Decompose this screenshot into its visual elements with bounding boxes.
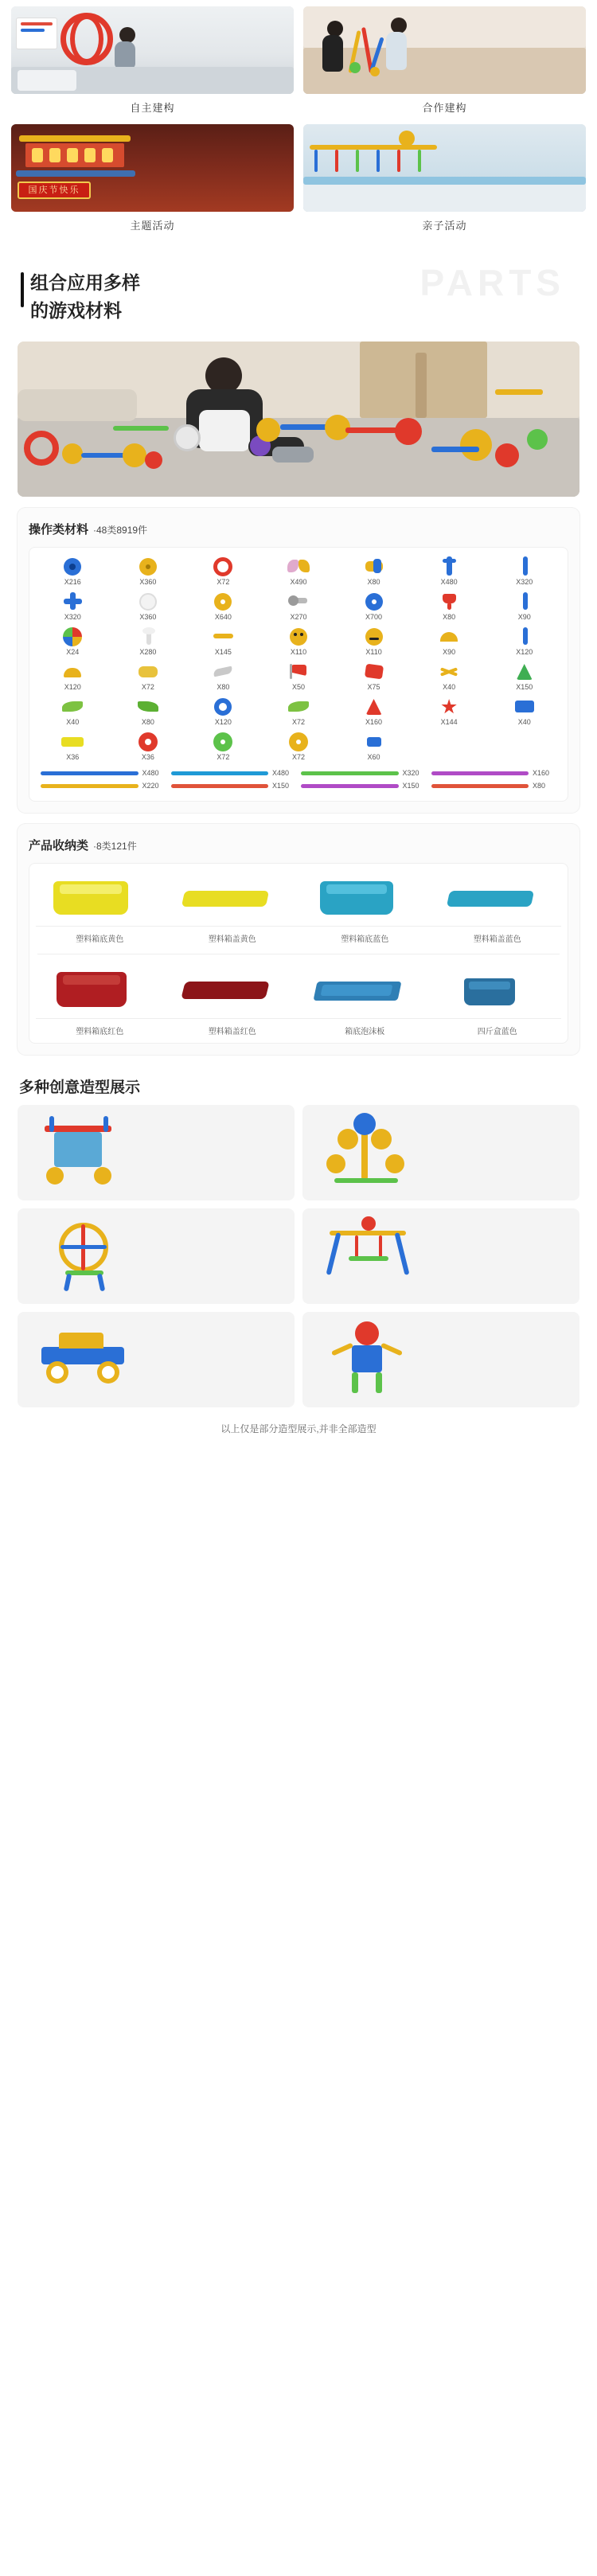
storage-item-name: 塑料箱底红色 — [76, 1028, 124, 1036]
part-item — [337, 696, 411, 726]
part-item — [337, 556, 411, 586]
plate-red-icon — [361, 661, 388, 681]
part-label: X320 — [64, 613, 81, 621]
part-label: X90 — [517, 613, 531, 621]
part-label: X120 — [64, 683, 81, 691]
gallery-caption: 亲子活动 — [422, 220, 467, 232]
part-label: X80 — [217, 683, 230, 691]
part-item — [186, 661, 260, 691]
part-label: X72 — [291, 753, 305, 761]
part-item — [36, 626, 110, 656]
part-item — [186, 591, 260, 621]
gallery-image — [303, 6, 586, 94]
page-title-line2: 的游戏材料 — [30, 299, 122, 321]
part-label: X360 — [139, 613, 157, 621]
storage-item-name: 塑料箱底蓝色 — [341, 935, 389, 944]
ring-blue-icon — [209, 696, 236, 716]
cup-red-icon — [435, 591, 462, 611]
storage-inner-box — [29, 863, 568, 1044]
page-title-line1: 组合应用多样 — [30, 272, 140, 293]
helmet-yellow-icon — [435, 626, 462, 646]
part-label: X640 — [214, 613, 232, 621]
storage-item-name: 塑料箱盖蓝色 — [473, 935, 521, 944]
rod-label: X480 — [142, 769, 159, 777]
part-item-empty — [487, 731, 561, 761]
hero-photo-wrap — [0, 330, 597, 497]
storage-item-name: 塑料箱底黄色 — [76, 935, 124, 944]
part-item — [111, 626, 185, 656]
gear-yellow-icon — [135, 556, 162, 576]
lid-blue-icon — [434, 872, 562, 921]
part-label: X36 — [141, 753, 154, 761]
part-label: X80 — [443, 613, 456, 621]
gear-yellow2-icon — [209, 591, 236, 611]
part-label: X120 — [214, 718, 232, 726]
model-card[interactable] — [18, 1312, 295, 1407]
ghost-watermark-text: PARTS — [419, 262, 565, 303]
gallery-caption: 主题活动 — [130, 220, 175, 232]
part-label: X270 — [290, 613, 307, 621]
cap-blue-icon — [361, 731, 388, 751]
models-section-title: 多种创意造型展示 — [19, 1079, 141, 1096]
part-item — [186, 696, 260, 726]
storage-title-text: 产品收纳类 — [29, 839, 89, 853]
part-item — [111, 556, 185, 586]
gear-white-icon — [135, 591, 162, 611]
part-item — [111, 661, 185, 691]
part-item — [487, 556, 561, 586]
part-item — [36, 696, 110, 726]
rod-length-list — [36, 769, 561, 790]
part-item — [412, 591, 486, 621]
rod-bar — [171, 784, 269, 788]
rod-bar — [41, 784, 139, 788]
model-card[interactable] — [18, 1105, 295, 1200]
rod-entry — [41, 769, 166, 777]
part-label: X72 — [291, 718, 305, 726]
part-item — [487, 661, 561, 691]
part-label: X60 — [367, 753, 380, 761]
storage-row-art — [36, 872, 561, 921]
part-item — [412, 696, 486, 726]
part-label: X110 — [365, 648, 382, 656]
model-card[interactable] — [302, 1312, 579, 1407]
mat-yellow-icon — [59, 731, 86, 751]
part-label: X80 — [141, 718, 154, 726]
rod-entry — [171, 769, 297, 777]
gallery-card[interactable] — [303, 124, 586, 234]
rod-entry — [171, 782, 297, 790]
plate-blue-icon — [511, 696, 538, 716]
part-label: X144 — [440, 718, 458, 726]
part-item — [412, 661, 486, 691]
butterfly-icon — [285, 556, 312, 576]
rod-row — [41, 769, 556, 777]
rod-row — [41, 782, 556, 790]
rod-entry — [301, 782, 427, 790]
sponge-yellow-icon — [135, 661, 162, 681]
face-yellow-icon — [285, 626, 312, 646]
rod-bar — [171, 771, 269, 775]
rod-entry — [431, 782, 557, 790]
gallery-caption: 自主建构 — [130, 102, 175, 114]
part-item — [487, 626, 561, 656]
disc-red-icon — [135, 731, 162, 751]
bin-blue-icon — [301, 872, 429, 921]
part-item — [111, 696, 185, 726]
rod-bar — [431, 784, 529, 788]
rod-entry — [301, 769, 427, 777]
rod-blue2-icon — [511, 556, 538, 576]
hero-photo — [18, 342, 579, 497]
rod-blue3-icon — [511, 591, 538, 611]
part-item — [111, 591, 185, 621]
rod-label: X150 — [402, 782, 419, 790]
materials-panel-title — [29, 521, 568, 537]
rod-blue4-icon — [511, 626, 538, 646]
storage-row-art — [36, 964, 561, 1013]
part-label: X72 — [141, 683, 154, 691]
part-item — [262, 591, 336, 621]
model-card[interactable] — [302, 1105, 579, 1200]
bolt-grey-icon — [285, 591, 312, 611]
part-label: X320 — [516, 578, 533, 586]
part-item — [262, 696, 336, 726]
disc-blue-icon — [59, 556, 86, 576]
model-card[interactable] — [302, 1208, 579, 1304]
rod-bar — [41, 771, 139, 775]
part-item — [337, 731, 411, 761]
rod-entry — [41, 782, 166, 790]
part-label: X36 — [66, 753, 80, 761]
parts-grid — [36, 556, 561, 761]
ring-red-icon — [209, 556, 236, 576]
storage-item-name: 塑料箱盖红色 — [208, 1028, 256, 1036]
scissor-yellow-icon — [435, 661, 462, 681]
part-label: X40 — [517, 718, 531, 726]
storage-title-sub: ·8类121件 — [93, 841, 137, 852]
part-label: X150 — [516, 683, 533, 691]
model-card[interactable] — [18, 1208, 295, 1304]
part-item-empty — [412, 731, 486, 761]
gallery-caption: 合作建构 — [422, 102, 467, 114]
rod-bar — [301, 771, 399, 775]
foam-board-icon — [301, 964, 429, 1013]
part-item — [262, 556, 336, 586]
gallery-card[interactable] — [11, 124, 294, 234]
part-label: X24 — [66, 648, 80, 656]
rod-blue-icon — [435, 556, 462, 576]
flag-red-icon — [285, 661, 312, 681]
part-label: X80 — [367, 578, 380, 586]
event-banner: 国庆节快乐 — [18, 181, 91, 199]
gallery-card[interactable] — [11, 6, 294, 116]
part-label: X75 — [367, 683, 380, 691]
face-yellow2-icon — [361, 626, 388, 646]
cross-blue-icon — [59, 591, 86, 611]
part-item — [412, 626, 486, 656]
part-item — [36, 591, 110, 621]
part-item — [337, 591, 411, 621]
part-label: X110 — [290, 648, 307, 656]
rod-label: X150 — [272, 782, 290, 790]
part-item — [487, 696, 561, 726]
storage-row-names — [36, 1018, 561, 1036]
part-label: X360 — [139, 578, 157, 586]
gear-green-icon — [209, 731, 236, 751]
bin-small-blue-icon — [434, 964, 562, 1013]
storage-item-name: 四斤盒蓝色 — [477, 1028, 517, 1036]
gallery-image — [303, 124, 586, 212]
storage-panel-title — [29, 837, 568, 853]
part-label: X700 — [365, 613, 383, 621]
part-item — [186, 556, 260, 586]
storage-item-name: 塑料箱盖黄色 — [208, 935, 256, 944]
gallery-image — [11, 6, 294, 94]
rod-label: X220 — [142, 782, 159, 790]
materials-title-text: 操作类材料 — [29, 523, 89, 537]
storage-row-names — [36, 926, 561, 944]
cone-green-icon — [511, 661, 538, 681]
part-label: X120 — [516, 648, 533, 656]
rod-bar — [301, 784, 399, 788]
part-item — [36, 661, 110, 691]
rod-label: X480 — [272, 769, 290, 777]
star-red-icon — [435, 696, 462, 716]
part-label: X72 — [217, 753, 230, 761]
part-item — [186, 626, 260, 656]
part-item — [262, 731, 336, 761]
part-label: X40 — [66, 718, 80, 726]
cone-red-icon — [361, 696, 388, 716]
gallery-card[interactable] — [303, 6, 586, 116]
part-label: X40 — [443, 683, 456, 691]
part-label: X72 — [217, 578, 230, 586]
rod-label: X160 — [533, 769, 550, 777]
part-item — [262, 626, 336, 656]
part-label: X90 — [443, 648, 456, 656]
ball-multi-icon — [59, 626, 86, 646]
part-label: X480 — [440, 578, 458, 586]
storage-item-name: 箱底泡沫板 — [345, 1028, 385, 1036]
leaf-green3-icon — [285, 696, 312, 716]
materials-panel — [18, 508, 579, 813]
part-item — [412, 556, 486, 586]
part-item — [337, 661, 411, 691]
part-item — [186, 731, 260, 761]
part-item — [262, 661, 336, 691]
part-item — [487, 591, 561, 621]
tube-yellow-icon — [361, 556, 388, 576]
part-label: X145 — [214, 648, 232, 656]
gear-blue-icon — [361, 591, 388, 611]
part-label: X216 — [64, 578, 81, 586]
part-label: X50 — [291, 683, 305, 691]
bin-red-icon — [36, 964, 164, 1013]
gallery-image — [11, 124, 294, 212]
rod-label: X80 — [533, 782, 546, 790]
rod-entry — [431, 769, 557, 777]
part-item — [36, 556, 110, 586]
part-item — [111, 731, 185, 761]
materials-inner-box — [29, 547, 568, 802]
rod-label: X320 — [402, 769, 419, 777]
part-label: X280 — [139, 648, 157, 656]
leaf-green-icon — [59, 696, 86, 716]
rod-yellow-icon — [209, 626, 236, 646]
helmet-yellow2-icon — [59, 661, 86, 681]
part-item — [337, 626, 411, 656]
section-heading-block — [0, 234, 597, 330]
gear-yellow3-icon — [285, 731, 312, 751]
storage-panel — [18, 824, 579, 1055]
lid-red-icon — [169, 964, 297, 1013]
models-grid — [0, 1105, 597, 1407]
pin-white-icon — [135, 626, 162, 646]
part-label: X490 — [290, 578, 307, 586]
page-title — [21, 269, 576, 324]
lid-yellow-icon — [169, 872, 297, 921]
models-footer-note: 以上仅是部分造型展示,并非全部造型 — [220, 1423, 377, 1434]
bin-yellow-icon — [36, 872, 164, 921]
rod-bar — [431, 771, 529, 775]
top-photo-gallery — [0, 0, 597, 234]
materials-title-sub: ·48类8919件 — [93, 525, 148, 536]
blade-grey-icon — [209, 661, 236, 681]
part-item — [36, 731, 110, 761]
part-label: X160 — [365, 718, 383, 726]
leaf-green2-icon — [135, 696, 162, 716]
